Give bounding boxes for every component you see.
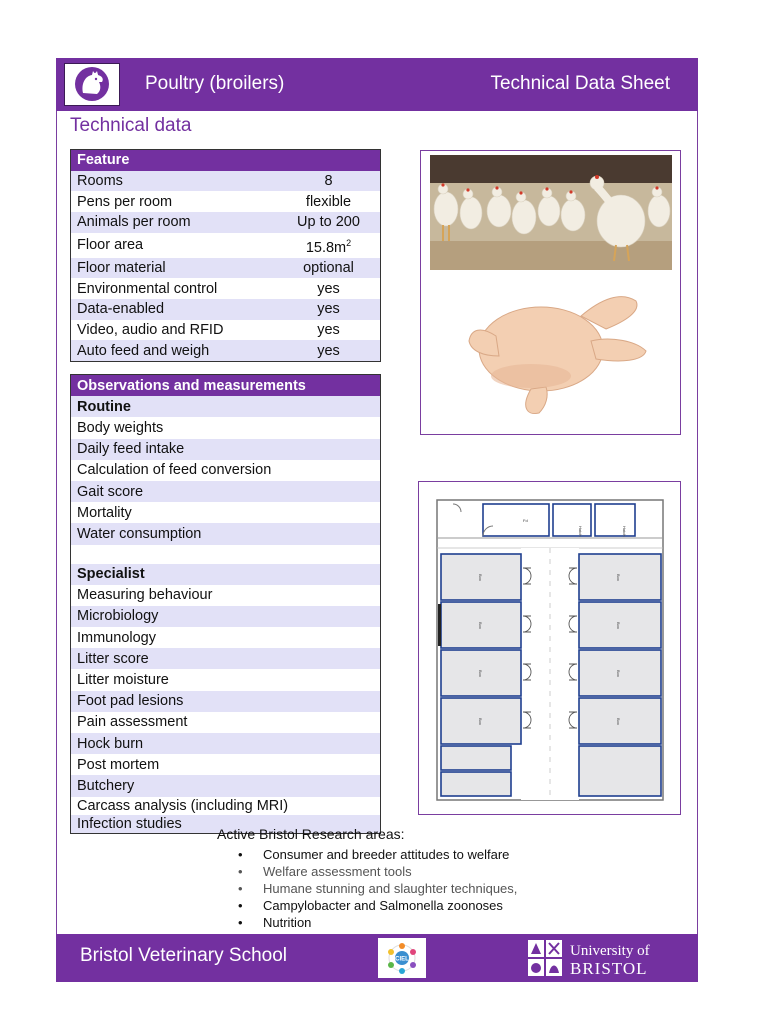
floor-plan <box>418 481 681 815</box>
table-row: Daily feed intake <box>71 439 381 460</box>
table-row: Hock burn <box>71 733 381 754</box>
ciel-logo <box>378 938 426 978</box>
svg-text:Box: Box <box>616 718 621 725</box>
svg-text:Box: Box <box>478 622 483 629</box>
research-areas-list <box>238 846 517 931</box>
svg-text:Box: Box <box>478 718 483 725</box>
table-row: Measuring behaviour <box>77 587 213 604</box>
chicken-logo-icon <box>64 63 120 106</box>
table-row: Post mortem <box>77 756 160 773</box>
svg-text:University of: University of <box>570 943 650 959</box>
university-of-bristol-logo <box>526 938 676 978</box>
svg-text:BRISTOL: BRISTOL <box>570 959 648 978</box>
table-row: Litter score <box>71 648 381 669</box>
table-row: Water consumption <box>71 523 381 544</box>
header-bar <box>56 58 698 111</box>
table-row: Floor area $15.8m^2$ <box>77 237 352 256</box>
svg-text:Box: Box <box>616 574 621 581</box>
photo-panel <box>420 150 681 435</box>
sheet-type: Technical Data Sheet <box>490 73 670 94</box>
table-row: Butchery <box>71 775 381 796</box>
table-row: Immunology <box>77 629 156 646</box>
table-row: Gait score <box>71 481 381 502</box>
list-item: • Welfare assessment tools <box>238 863 517 880</box>
table-row: Floor material optional <box>71 258 381 279</box>
footer-bar <box>56 934 698 982</box>
table-row: Litter moisture <box>77 672 169 689</box>
table-row: Carcass analysis (including MRI) <box>77 797 289 814</box>
svg-text:Box: Box <box>478 574 483 581</box>
list-item: • Campylobacter and Salmonella zoonoses <box>238 897 517 914</box>
routine-heading: Routine <box>71 396 381 417</box>
table-row: Data-enabled yes <box>71 299 381 320</box>
observations-table <box>70 374 381 834</box>
research-areas-title: Active Bristol Research areas: <box>217 826 405 842</box>
table-row: Calculation of feed conversion <box>77 462 272 479</box>
broiler-photos <box>421 151 680 434</box>
svg-text:Hatch: Hatch <box>622 526 627 537</box>
svg-text:Hatch: Hatch <box>578 526 583 537</box>
sheet-title: Poultry (broilers) <box>145 73 285 94</box>
feature-table-header: Feature <box>71 150 381 171</box>
table-row: Mortality <box>77 504 132 521</box>
floor-plan-drawing <box>419 482 680 814</box>
table-row: Body weights <box>77 419 164 436</box>
svg-text:CIEL: CIEL <box>395 956 409 963</box>
section-title: Technical data <box>70 115 192 136</box>
school-name: Bristol Veterinary School <box>80 945 287 966</box>
table-row: Animals per room Up to 200 <box>71 212 381 233</box>
table-row: Environmental control yes <box>77 280 340 297</box>
svg-text:Box: Box <box>616 622 621 629</box>
table-row: Pain assessment <box>77 714 188 731</box>
svg-text:Box: Box <box>478 670 483 677</box>
svg-text:Fd: Fd <box>523 518 528 523</box>
table-row: Auto feed and weigh yes <box>71 340 381 361</box>
observations-table-header: Observations and measurements <box>71 375 381 397</box>
svg-text:Box: Box <box>616 670 621 677</box>
table-row: Infection studies <box>71 815 381 834</box>
table-row: Pens per room flexible <box>77 193 352 210</box>
table-row: Rooms 8 <box>71 171 381 192</box>
list-item: • Nutrition <box>238 914 517 931</box>
feature-table <box>70 149 381 362</box>
table-row: Video, audio and RFID yes <box>77 321 340 338</box>
list-item: • Consumer and breeder attitudes to welfare <box>238 846 517 863</box>
table-row: Microbiology <box>71 606 381 627</box>
list-item: • Humane stunning and slaughter techniques, <box>238 880 517 897</box>
specialist-heading: Specialist <box>71 564 381 585</box>
table-row: Foot pad lesions <box>71 691 381 712</box>
